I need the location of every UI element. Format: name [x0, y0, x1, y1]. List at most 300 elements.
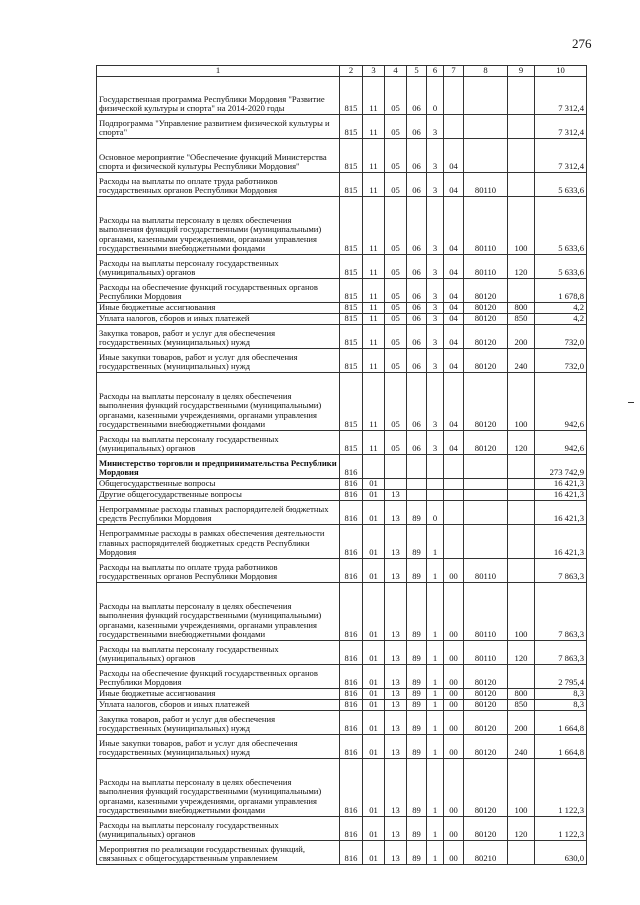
row-label: Основное мероприятие "Обеспечение функций Министерства спорта и физической культуры Республики Мордовия": [97, 139, 340, 173]
code-ministry: 816: [340, 641, 363, 665]
table-row: [97, 665, 587, 689]
code-direction: 80120: [464, 349, 508, 373]
code-subsection: 05: [385, 314, 407, 325]
code-activity: 00: [444, 583, 464, 641]
code-subsection: 13: [385, 817, 407, 841]
code-program: 89: [407, 700, 427, 711]
row-label: Расходы на выплаты персоналу в целях обеспечения выполнения функций государственными (муниципальными) органами, казенными учреждениями, органами управления государственными внебюджетными фондами: [97, 373, 340, 431]
code-section: 01: [363, 641, 385, 665]
code-activity: 04: [444, 173, 464, 197]
amount: 942,6: [535, 431, 587, 455]
amount: 7 863,3: [535, 641, 587, 665]
code-ministry: 815: [340, 139, 363, 173]
code-subprogram: 1: [427, 817, 444, 841]
code-subsection: 05: [385, 139, 407, 173]
row-label: Государственная программа Республики Мордовия "Развитие физической культуры и спорта" на 2014-2020 годы: [97, 77, 340, 115]
code-section: 11: [363, 173, 385, 197]
code-program: 06: [407, 303, 427, 314]
code-expense-type: [508, 139, 535, 173]
code-direction: 80120: [464, 665, 508, 689]
row-label: Расходы на выплаты персоналу государственных (муниципальных) органов: [97, 817, 340, 841]
budget-table: [96, 65, 587, 865]
code-ministry: 816: [340, 841, 363, 865]
amount: 4,2: [535, 303, 587, 314]
code-program: 06: [407, 349, 427, 373]
code-subprogram: 1: [427, 759, 444, 817]
row-label: Расходы на выплаты персоналу государственных (муниципальных) органов: [97, 431, 340, 455]
code-subprogram: 3: [427, 279, 444, 303]
code-subprogram: 1: [427, 711, 444, 735]
table-row: [97, 303, 587, 314]
code-subprogram: 1: [427, 665, 444, 689]
code-direction: 80120: [464, 700, 508, 711]
table-row: [97, 373, 587, 431]
code-program: 89: [407, 759, 427, 817]
code-section: 11: [363, 197, 385, 255]
code-expense-type: [508, 490, 535, 501]
code-direction: 80120: [464, 711, 508, 735]
code-expense-type: 240: [508, 349, 535, 373]
code-direction: [464, 490, 508, 501]
code-program: 89: [407, 559, 427, 583]
amount: 1 122,3: [535, 817, 587, 841]
code-direction: [464, 455, 508, 479]
amount: 4,2: [535, 314, 587, 325]
code-subsection: 05: [385, 173, 407, 197]
table-row: [97, 501, 587, 525]
code-section: [363, 455, 385, 479]
code-ministry: 815: [340, 314, 363, 325]
code-subsection: 13: [385, 841, 407, 865]
amount: 942,6: [535, 373, 587, 431]
code-subsection: 05: [385, 373, 407, 431]
table-row: [97, 479, 587, 490]
code-ministry: 816: [340, 700, 363, 711]
row-label: Расходы на выплаты по оплате труда работников государственных органов Республики Мордовия: [97, 559, 340, 583]
code-subsection: 13: [385, 735, 407, 759]
row-label: Иные закупки товаров, работ и услуг для обеспечения государственных (муниципальных) нужд: [97, 735, 340, 759]
code-subsection: 05: [385, 325, 407, 349]
code-subprogram: [427, 490, 444, 501]
code-section: 11: [363, 431, 385, 455]
code-subsection: [385, 479, 407, 490]
code-section: 11: [363, 349, 385, 373]
table-row: [97, 525, 587, 559]
code-expense-type: 800: [508, 303, 535, 314]
code-subprogram: 3: [427, 255, 444, 279]
code-section: 01: [363, 817, 385, 841]
code-program: [407, 490, 427, 501]
header-row: [97, 66, 587, 77]
code-expense-type: 850: [508, 700, 535, 711]
code-program: 06: [407, 255, 427, 279]
code-program: 89: [407, 525, 427, 559]
row-label: Расходы на выплаты по оплате труда работников государственных органов Республики Мордовия: [97, 173, 340, 197]
code-section: 11: [363, 115, 385, 139]
code-subprogram: 1: [427, 735, 444, 759]
code-direction: [464, 479, 508, 490]
code-subsection: 05: [385, 431, 407, 455]
code-direction: 80120: [464, 314, 508, 325]
table-row: [97, 559, 587, 583]
table-row: [97, 700, 587, 711]
code-subprogram: 3: [427, 314, 444, 325]
code-ministry: 815: [340, 197, 363, 255]
code-direction: 80120: [464, 373, 508, 431]
code-expense-type: 120: [508, 431, 535, 455]
table-row: [97, 197, 587, 255]
code-activity: 04: [444, 314, 464, 325]
code-section: 11: [363, 255, 385, 279]
table-row: [97, 139, 587, 173]
code-direction: 80110: [464, 197, 508, 255]
code-expense-type: 850: [508, 314, 535, 325]
code-direction: [464, 525, 508, 559]
code-ministry: 815: [340, 349, 363, 373]
header-cell: 8: [464, 66, 508, 77]
amount: 7 312,4: [535, 139, 587, 173]
code-ministry: 816: [340, 490, 363, 501]
amount: 16 421,3: [535, 479, 587, 490]
row-label: Закупка товаров, работ и услуг для обеспечения государственных (муниципальных) нужд: [97, 325, 340, 349]
code-section: 01: [363, 665, 385, 689]
code-subprogram: 3: [427, 197, 444, 255]
code-expense-type: [508, 501, 535, 525]
row-label: Непрограммные расходы главных распорядителей бюджетных средств Республики Мордовия: [97, 501, 340, 525]
amount: 7 312,4: [535, 115, 587, 139]
code-subsection: 13: [385, 525, 407, 559]
code-program: 89: [407, 583, 427, 641]
code-program: 06: [407, 115, 427, 139]
code-program: [407, 479, 427, 490]
code-ministry: 815: [340, 77, 363, 115]
code-activity: [444, 479, 464, 490]
code-subsection: 13: [385, 689, 407, 700]
code-ministry: 816: [340, 735, 363, 759]
header-cell: 4: [385, 66, 407, 77]
table-row: [97, 77, 587, 115]
amount: 2 795,4: [535, 665, 587, 689]
code-expense-type: [508, 479, 535, 490]
table-row: [97, 759, 587, 817]
code-activity: 00: [444, 817, 464, 841]
code-direction: [464, 139, 508, 173]
code-subsection: 13: [385, 641, 407, 665]
code-expense-type: [508, 115, 535, 139]
code-activity: [444, 455, 464, 479]
amount: 1 678,8: [535, 279, 587, 303]
row-label: Уплата налогов, сборов и иных платежей: [97, 700, 340, 711]
code-section: 11: [363, 325, 385, 349]
header-cell: 6: [427, 66, 444, 77]
code-subsection: 05: [385, 77, 407, 115]
amount: 7 863,3: [535, 559, 587, 583]
code-subsection: 13: [385, 490, 407, 501]
code-program: 06: [407, 431, 427, 455]
code-direction: 80120: [464, 759, 508, 817]
code-section: 01: [363, 711, 385, 735]
amount: 16 421,3: [535, 501, 587, 525]
code-subsection: 05: [385, 303, 407, 314]
code-subsection: 13: [385, 665, 407, 689]
code-ministry: 815: [340, 173, 363, 197]
code-subsection: [385, 455, 407, 479]
table-row: [97, 711, 587, 735]
code-ministry: 816: [340, 559, 363, 583]
amount: 5 633,6: [535, 197, 587, 255]
code-activity: [444, 115, 464, 139]
code-subprogram: 0: [427, 501, 444, 525]
amount: 16 421,3: [535, 490, 587, 501]
code-direction: 80110: [464, 255, 508, 279]
code-program: 06: [407, 173, 427, 197]
header-cell: 9: [508, 66, 535, 77]
code-subsection: 05: [385, 197, 407, 255]
table-row: [97, 349, 587, 373]
row-label: Общегосударственные вопросы: [97, 479, 340, 490]
row-label: Расходы на обеспечение функций государственных органов Республики Мордовия: [97, 665, 340, 689]
code-section: 11: [363, 373, 385, 431]
code-ministry: 815: [340, 279, 363, 303]
code-ministry: 816: [340, 525, 363, 559]
code-expense-type: 100: [508, 759, 535, 817]
code-subprogram: 0: [427, 77, 444, 115]
code-section: 01: [363, 525, 385, 559]
amount: 1 664,8: [535, 735, 587, 759]
code-subsection: 05: [385, 279, 407, 303]
header-cell: 1: [97, 66, 340, 77]
table-row: [97, 115, 587, 139]
code-activity: 04: [444, 325, 464, 349]
code-subprogram: 3: [427, 115, 444, 139]
code-expense-type: [508, 279, 535, 303]
code-direction: 80120: [464, 431, 508, 455]
code-subprogram: 1: [427, 525, 444, 559]
code-activity: 04: [444, 349, 464, 373]
code-ministry: 816: [340, 583, 363, 641]
code-program: [407, 455, 427, 479]
code-subprogram: 1: [427, 689, 444, 700]
page-number: 276: [572, 36, 592, 51]
amount: 5 633,6: [535, 173, 587, 197]
code-subsection: 13: [385, 700, 407, 711]
code-activity: 00: [444, 735, 464, 759]
code-section: 01: [363, 559, 385, 583]
code-program: 06: [407, 325, 427, 349]
code-direction: 80110: [464, 583, 508, 641]
code-subprogram: [427, 479, 444, 490]
code-subprogram: 3: [427, 173, 444, 197]
code-section: 01: [363, 759, 385, 817]
code-expense-type: 100: [508, 583, 535, 641]
code-expense-type: 120: [508, 641, 535, 665]
code-direction: 80120: [464, 689, 508, 700]
amount: 273 742,9: [535, 455, 587, 479]
code-expense-type: 120: [508, 817, 535, 841]
code-program: 06: [407, 139, 427, 173]
code-subprogram: 1: [427, 641, 444, 665]
code-direction: 80110: [464, 559, 508, 583]
code-program: 89: [407, 501, 427, 525]
amount: 630,0: [535, 841, 587, 865]
code-activity: 04: [444, 255, 464, 279]
table-row: [97, 455, 587, 479]
code-ministry: 815: [340, 431, 363, 455]
code-direction: 80120: [464, 817, 508, 841]
code-activity: 04: [444, 431, 464, 455]
row-label: Иные закупки товаров, работ и услуг для обеспечения государственных (муниципальных) нужд: [97, 349, 340, 373]
code-direction: 80120: [464, 279, 508, 303]
table-row: [97, 431, 587, 455]
code-direction: 80120: [464, 303, 508, 314]
code-activity: [444, 501, 464, 525]
code-activity: 04: [444, 303, 464, 314]
code-expense-type: [508, 665, 535, 689]
code-subsection: 13: [385, 711, 407, 735]
code-direction: 80120: [464, 735, 508, 759]
code-ministry: 815: [340, 373, 363, 431]
code-activity: [444, 490, 464, 501]
code-subprogram: 3: [427, 431, 444, 455]
header-cell: 3: [363, 66, 385, 77]
code-program: 06: [407, 314, 427, 325]
code-ministry: 816: [340, 665, 363, 689]
amount: 1 122,3: [535, 759, 587, 817]
header-cell: 5: [407, 66, 427, 77]
code-direction: 80110: [464, 173, 508, 197]
code-expense-type: [508, 77, 535, 115]
code-program: 89: [407, 841, 427, 865]
amount: 732,0: [535, 325, 587, 349]
table-row: [97, 490, 587, 501]
code-ministry: 815: [340, 115, 363, 139]
code-expense-type: [508, 841, 535, 865]
code-section: 01: [363, 735, 385, 759]
code-activity: [444, 77, 464, 115]
code-activity: 00: [444, 759, 464, 817]
code-direction: 80210: [464, 841, 508, 865]
code-subprogram: [427, 455, 444, 479]
amount: 8,3: [535, 689, 587, 700]
table-row: [97, 173, 587, 197]
code-program: 06: [407, 373, 427, 431]
code-activity: 00: [444, 665, 464, 689]
code-subsection: 05: [385, 115, 407, 139]
amount: 5 633,6: [535, 255, 587, 279]
code-expense-type: 100: [508, 197, 535, 255]
table-row: [97, 314, 587, 325]
code-subsection: 05: [385, 255, 407, 279]
code-direction: [464, 115, 508, 139]
amount: 1 664,8: [535, 711, 587, 735]
table-row: [97, 255, 587, 279]
row-label: Другие общегосударственные вопросы: [97, 490, 340, 501]
row-label: Подпрограмма "Управление развитием физической культуры и спорта": [97, 115, 340, 139]
amount: 7 312,4: [535, 77, 587, 115]
code-activity: 00: [444, 689, 464, 700]
code-activity: 00: [444, 641, 464, 665]
code-activity: [444, 525, 464, 559]
code-program: 89: [407, 735, 427, 759]
code-activity: 04: [444, 197, 464, 255]
amount: 8,3: [535, 700, 587, 711]
code-expense-type: 200: [508, 325, 535, 349]
code-expense-type: 120: [508, 255, 535, 279]
code-section: 01: [363, 841, 385, 865]
amount: 7 863,3: [535, 583, 587, 641]
code-section: 11: [363, 77, 385, 115]
code-subsection: 05: [385, 349, 407, 373]
code-activity: 04: [444, 279, 464, 303]
code-subprogram: 1: [427, 841, 444, 865]
code-expense-type: 200: [508, 711, 535, 735]
table-row: [97, 583, 587, 641]
code-subprogram: 3: [427, 373, 444, 431]
code-subprogram: 3: [427, 349, 444, 373]
table-row: [97, 689, 587, 700]
row-label: Расходы на выплаты персоналу в целях обеспечения выполнения функций государственными (муниципальными) органами, казенными учреждениями, органами управления государственными внебюджетными фондами: [97, 759, 340, 817]
table-row: [97, 325, 587, 349]
code-activity: 04: [444, 139, 464, 173]
header-cell: 7: [444, 66, 464, 77]
code-subsection: 13: [385, 759, 407, 817]
code-section: 01: [363, 700, 385, 711]
row-label: Расходы на выплаты персоналу в целях обеспечения выполнения функций государственными (муниципальными) органами, казенными учреждениями, органами управления государственными внебюджетными фондами: [97, 583, 340, 641]
row-label: Закупка товаров, работ и услуг для обеспечения государственных (муниципальных) нужд: [97, 711, 340, 735]
code-ministry: 815: [340, 303, 363, 314]
code-subprogram: 1: [427, 583, 444, 641]
row-label: Иные бюджетные ассигнования: [97, 303, 340, 314]
code-program: 89: [407, 689, 427, 700]
code-ministry: 815: [340, 325, 363, 349]
code-section: 11: [363, 279, 385, 303]
row-label: Расходы на выплаты персоналу в целях обеспечения выполнения функций государственными (муниципальными) органами, казенными учреждениями, органами управления государственными внебюджетными фондами: [97, 197, 340, 255]
code-program: 06: [407, 197, 427, 255]
code-ministry: 816: [340, 479, 363, 490]
code-expense-type: [508, 559, 535, 583]
code-activity: 00: [444, 559, 464, 583]
table-row: [97, 641, 587, 665]
code-expense-type: [508, 525, 535, 559]
code-expense-type: 240: [508, 735, 535, 759]
row-label: Иные бюджетные ассигнования: [97, 689, 340, 700]
row-label: Мероприятия по реализации государственных функций, связанных с общегосударственным управлением: [97, 841, 340, 865]
amount: 16 421,3: [535, 525, 587, 559]
row-label: Уплата налогов, сборов и иных платежей: [97, 314, 340, 325]
code-section: 11: [363, 314, 385, 325]
row-label: Министерство торговли и предпринимательства Республики Мордовия: [97, 455, 340, 479]
code-section: 11: [363, 139, 385, 173]
table-row: [97, 841, 587, 865]
code-subsection: 13: [385, 583, 407, 641]
code-activity: 00: [444, 700, 464, 711]
code-direction: 80110: [464, 641, 508, 665]
code-subprogram: 3: [427, 325, 444, 349]
margin-mark: [628, 402, 634, 403]
code-program: 06: [407, 77, 427, 115]
code-expense-type: 100: [508, 373, 535, 431]
code-expense-type: [508, 455, 535, 479]
code-direction: 80120: [464, 325, 508, 349]
row-label: Расходы на обеспечение функций государственных органов Республики Мордовия: [97, 279, 340, 303]
code-subprogram: 1: [427, 559, 444, 583]
code-subprogram: 3: [427, 303, 444, 314]
code-program: 89: [407, 817, 427, 841]
code-section: 01: [363, 479, 385, 490]
code-ministry: 816: [340, 689, 363, 700]
table-row: [97, 817, 587, 841]
code-activity: 00: [444, 711, 464, 735]
